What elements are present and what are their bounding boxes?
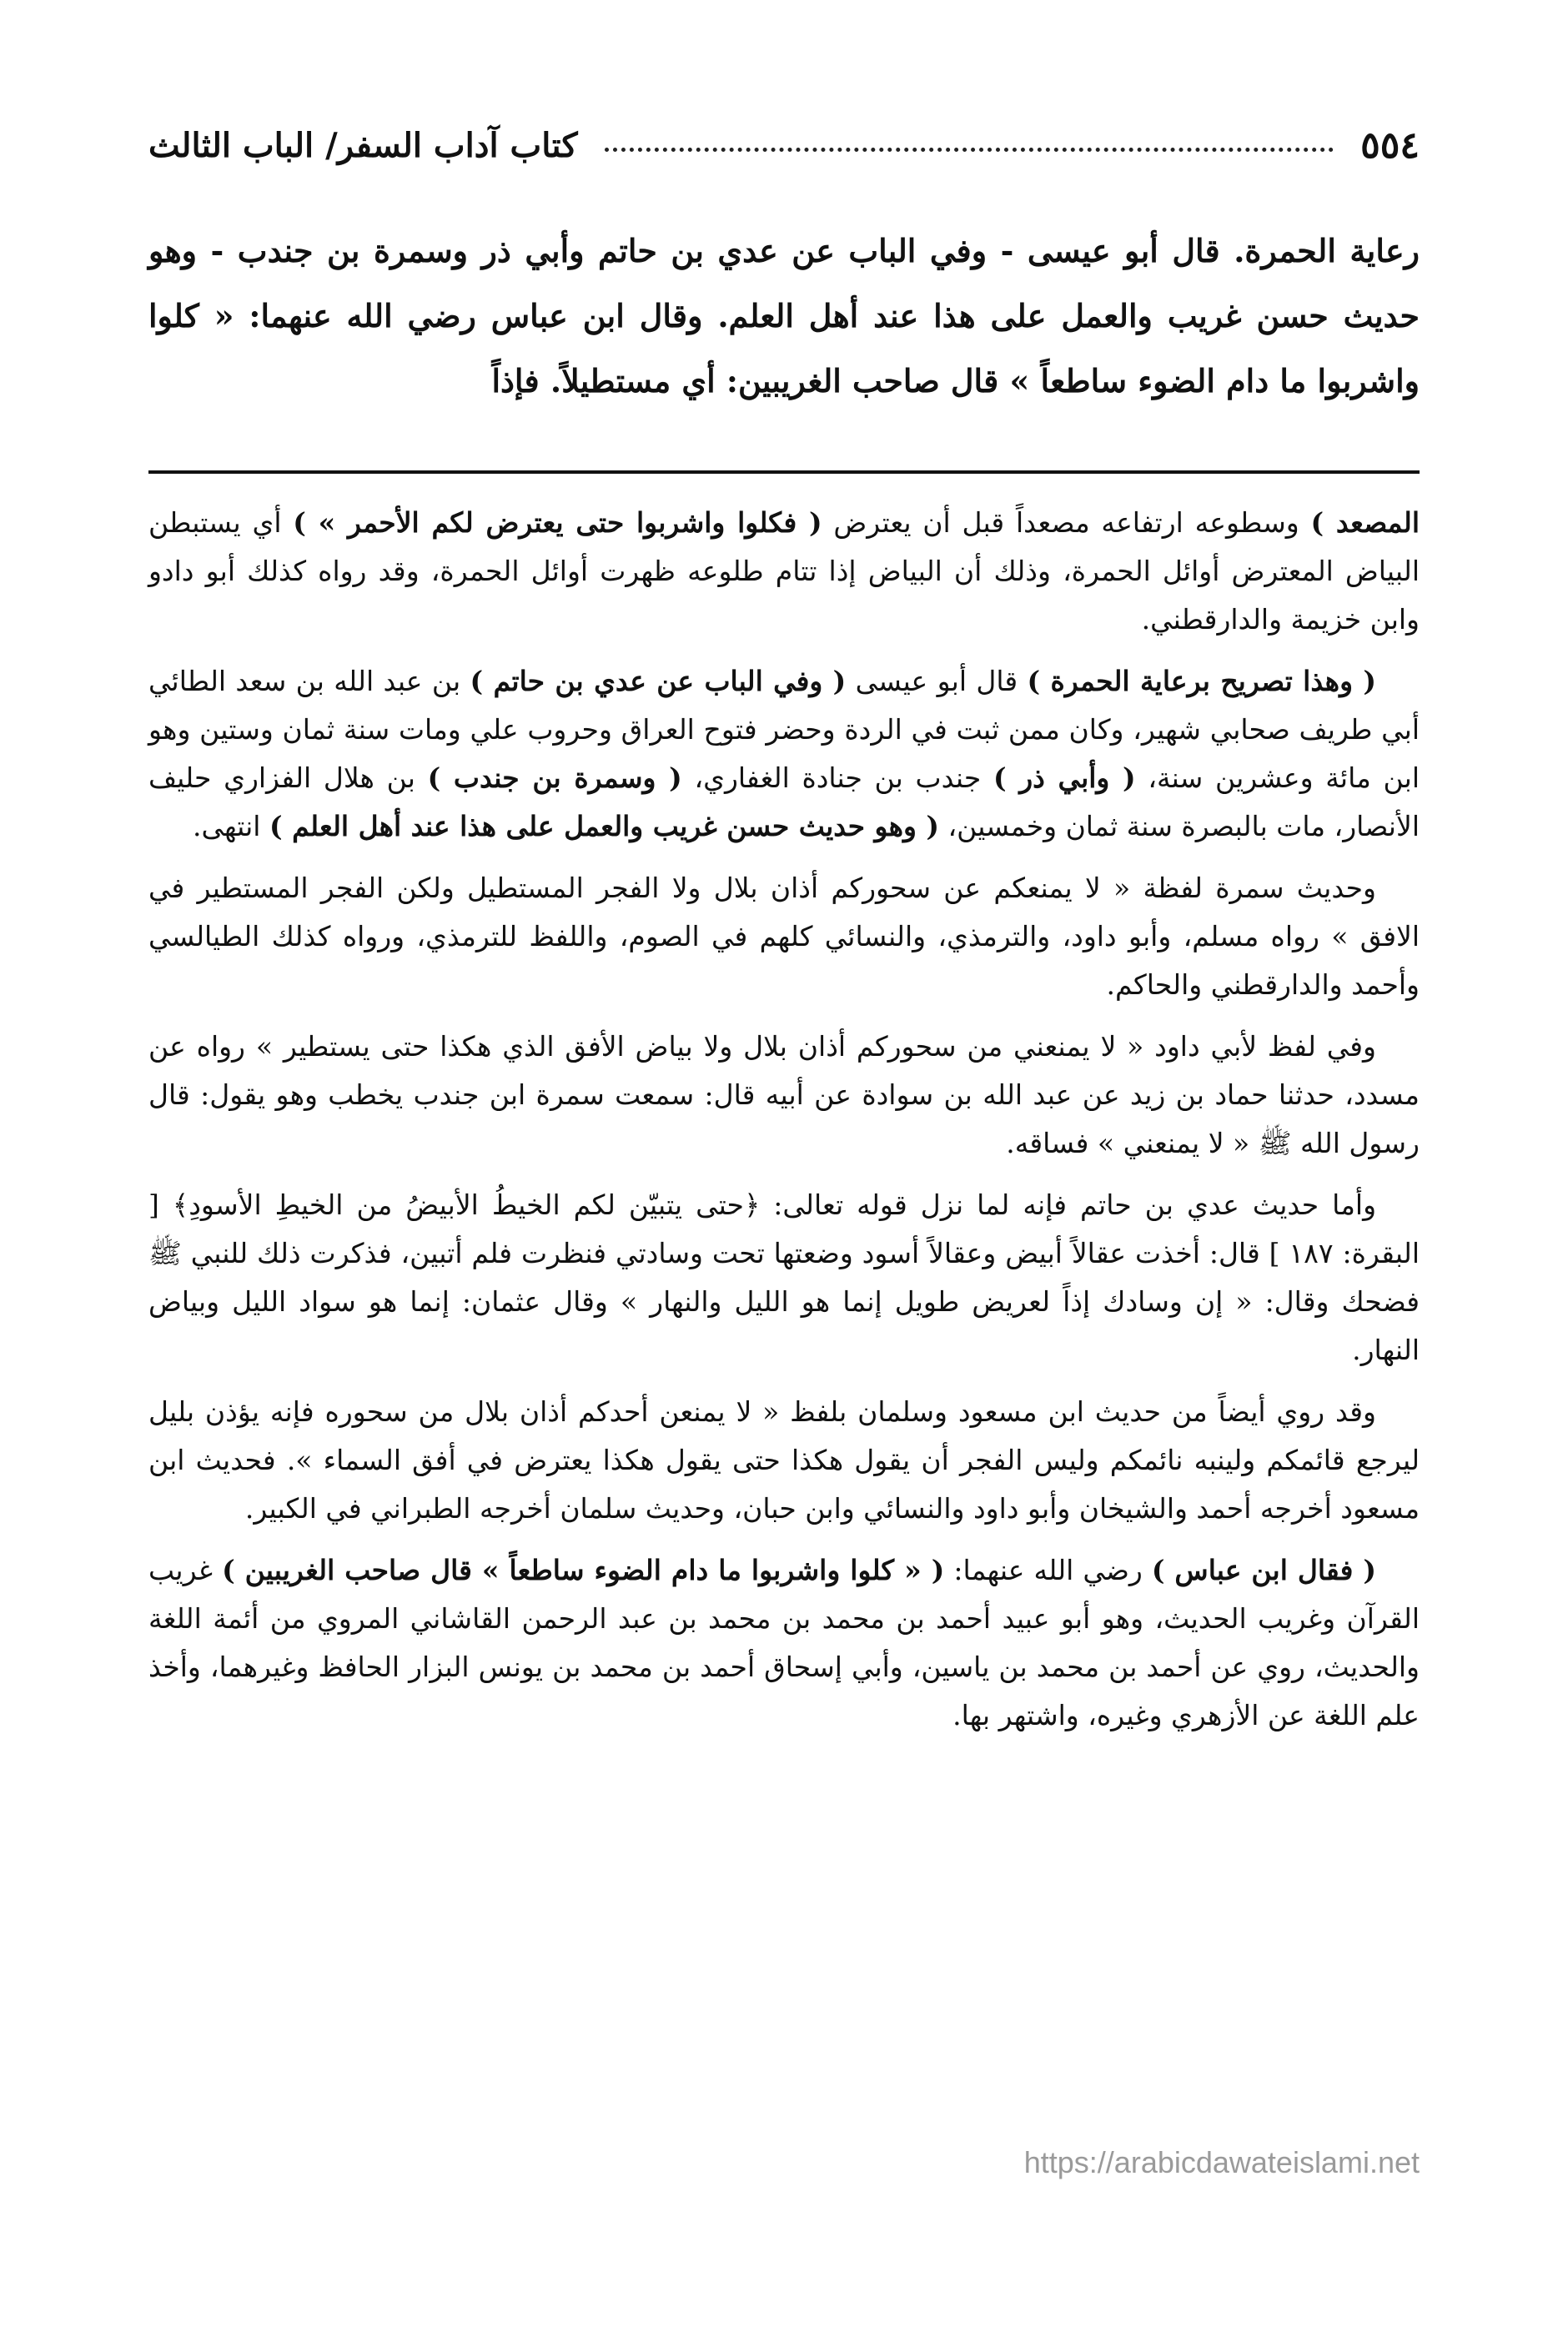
- bold-lemma: ( فقال ابن عباس ): [1151, 1554, 1376, 1586]
- commentary-text: وفي لفظ لأبي داود « لا يمنعني من سحوركم أذان بلال ولا بياض الأفق الذي هكذا حتى يستطير » رواه عن مسدد، حدثنا حماد بن زيد عن عبد الله بن سوادة عن أبيه قال: سمعت سمرة ابن جندب يخطب وهو يقول: قال رسول الله ﷺ « لا يمنعني » فساقه.: [148, 1030, 1420, 1159]
- commentary-text: غريب القرآن وغريب الحديث، وهو أبو عبيد أحمد بن محمد بن محمد بن عبد الرحمن القاشاني المروي من أئمة اللغة والحديث، روي عن أحمد بن محمد بن ياسين، وأبي إسحاق أحمد بن محمد بن يونس البزار الحافظ وغيرهما، وأخذ علم اللغة عن الأزهري وغيره، واشتهر بها.: [148, 1554, 1420, 1731]
- separator-rule: [148, 470, 1420, 474]
- bold-lemma: ( فكلوا واشربوا حتى يعترض لكم الأحمر » ): [293, 506, 822, 539]
- page-header: [148, 115, 1420, 175]
- commentary-paragraph: [148, 1181, 1420, 1375]
- commentary-paragraph: [148, 1023, 1420, 1168]
- commentary-text: رضي الله عنهما:: [944, 1554, 1152, 1586]
- bold-lemma: ( وهذا تصريح برعاية الحمرة ): [1027, 665, 1376, 697]
- commentary-text: انتهى.: [192, 810, 269, 842]
- commentary-text: أي يستبطن البياض المعترض أوائل الحمرة، وذلك أن البياض إذا تتام طلوعه ظهرت أوائل الحمرة، وقد رواه كذلك أبو دادو وابن خزيمة والدارقطني.: [148, 506, 1420, 636]
- commentary-text: وقد روي أيضاً من حديث ابن مسعود وسلمان بلفظ « لا يمنعن أحدكم أذان بلال من سحوره فإنه يؤذن بليل ليرجع قائمكم ولينبه نائمكم وليس الفجر أن يقول هكذا حتى يقول هكذا يعترض في أفق السماء ». فحديث ابن مسعود أخرجه أحمد والشيخان وأبو داود والنسائي وابن حبان، وحديث سلمان أخرجه الطبراني في الكبير.: [148, 1395, 1420, 1525]
- commentary-paragraph: [148, 1388, 1420, 1533]
- commentary-text: بن هلال الفزاري حليف الأنصار، مات بالبصرة سنة ثمان وخمسين،: [148, 761, 1420, 842]
- bold-lemma: ( وأبي ذر ): [993, 761, 1136, 794]
- bold-lemma: ( « كلوا واشربوا ما دام الضوء ساطعاً » قال صاحب الغريبين ): [222, 1554, 945, 1586]
- bold-lemma: ( وفي الباب عن عدي بن حاتم ): [470, 665, 847, 697]
- commentary-text: وأما حديث عدي بن حاتم فإنه لما نزل قوله تعالى: ﴿حتى يتبيّن لكم الخيطُ الأبيضُ من الخيطِ الأسودِ﴾ [ البقرة: ١٨٧ ] قال: أخذت عقالاً أبيض وعقالاً أسود وضعتها تحت وسادتي فنظرت فلم أتبين، فذكرت ذلك للنبي ﷺ فضحك وقال: « إن وسادك إذاً لعريض طويل إنما هو الليل والنهار » وقال عثمان: إنما هو سواد الليل وبياض النهار.: [148, 1189, 1420, 1366]
- commentary-text: وحديث سمرة لفظة « لا يمنعكم عن سحوركم أذان بلال ولا الفجر المستطيل ولكن الفجر المستطير في الافق » رواه مسلم، وأبو داود، والترمذي، والنسائي كلهم في الصوم، واللفظ للترمذي، ورواه كذلك الطيالسي وأحمد والدارقطني والحاكم.: [148, 872, 1420, 1001]
- bold-lemma: ( وسمرة بن جندب ): [427, 761, 682, 794]
- running-title: كتاب آداب السفر/ الباب الثالث: [148, 125, 578, 165]
- watermark-url: https://arabicdawateislami.net: [1023, 2145, 1420, 2179]
- page-number: ٥٥٤: [1360, 123, 1420, 167]
- commentary-paragraph: [148, 657, 1420, 851]
- commentary-paragraph: [148, 864, 1420, 1009]
- commentary-text: قال أبو عيسى: [846, 665, 1028, 697]
- commentary: [148, 499, 1420, 1753]
- commentary-text: جندب بن جنادة الغفاري،: [681, 761, 993, 794]
- commentary-text: وسطوعه ارتفاعه مصعداً قبل أن يعترض: [822, 506, 1311, 539]
- bold-lemma: ( وهو حديث حسن غريب والعمل على هذا عند أهل العلم ): [269, 810, 940, 842]
- bold-lemma: المصعد ): [1310, 506, 1420, 539]
- commentary-paragraph: [148, 499, 1420, 644]
- commentary-paragraph: [148, 1546, 1420, 1740]
- commentary-text: بن عبد الله بن سعد الطائي أبي طريف صحابي شهير، وكان ممن ثبت في الردة وحضر فتوح العراق وحروب علي ومات سنة ثمان وستين وهو ابن مائة وعشرين سنة،: [148, 665, 1420, 794]
- header-dotted-leader: [605, 148, 1334, 152]
- matn-text: رعاية الحمرة. قال أبو عيسى - وفي الباب عن عدي بن حاتم وأبي ذر وسمرة بن جندب - وهو حديث حسن غريب والعمل على هذا عند أهل العلم. وقال ابن عباس رضي الله عنهما: « كلوا واشربوا ما دام الضوء ساطعاً » قال صاحب الغريبين: أي مستطيلاً. فإذاً: [148, 232, 1420, 400]
